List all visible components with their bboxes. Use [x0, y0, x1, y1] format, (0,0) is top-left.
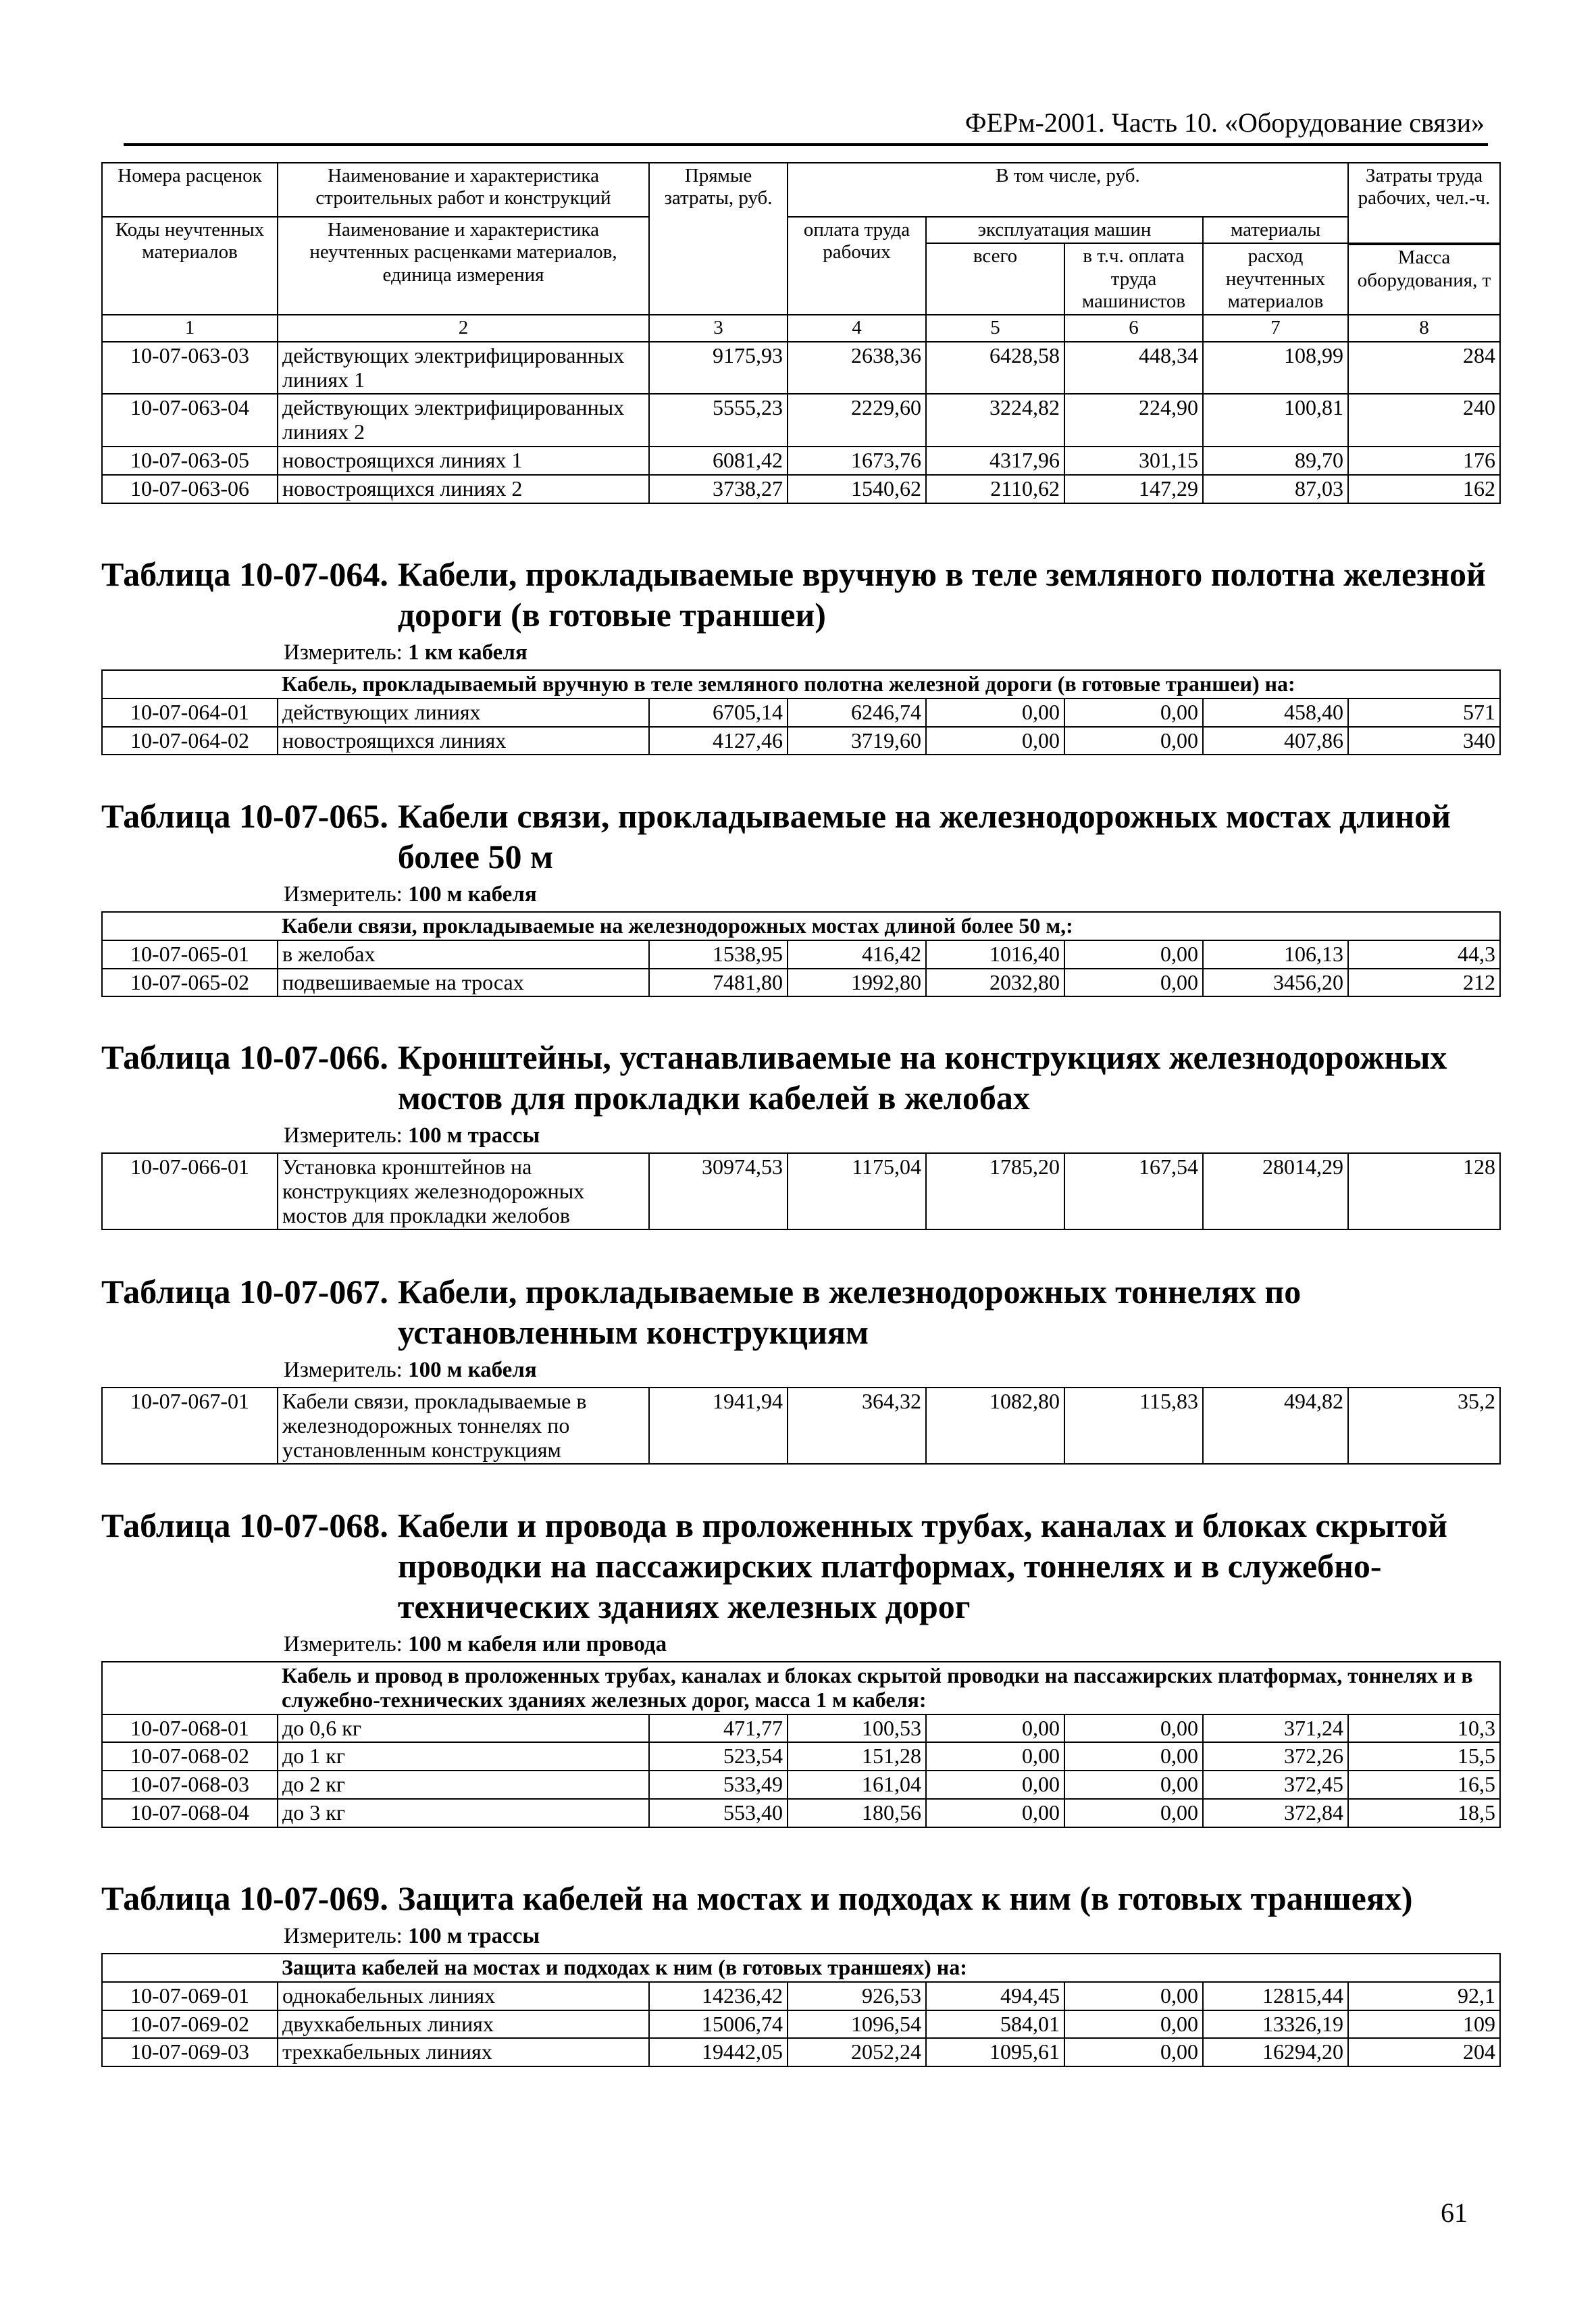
- col-num: 3: [649, 315, 788, 341]
- machines-total: 2032,80: [926, 969, 1064, 997]
- col-code-top: Номера расценок: [102, 163, 278, 217]
- direct-cost: 15006,74: [649, 2010, 788, 2039]
- labor-pay: 364,32: [788, 1388, 926, 1464]
- machines-total: 2110,62: [926, 475, 1064, 503]
- rates-table: [101, 1387, 1501, 1465]
- direct-cost: 533,49: [649, 1771, 788, 1799]
- machines-total: 1095,61: [926, 2038, 1064, 2066]
- rate-code: 10-07-063-05: [102, 447, 278, 475]
- direct-cost: 1941,94: [649, 1388, 788, 1464]
- table-row: [102, 2038, 1500, 2066]
- col-num: 6: [1064, 315, 1203, 341]
- machines-total: 1785,20: [926, 1153, 1064, 1229]
- table-caption: Кабели связи, прокладываемые на железнодорожных мостах длиной более 50 м: [397, 797, 1451, 875]
- direct-cost: 9175,93: [649, 342, 788, 395]
- labor-hours: 176: [1348, 447, 1500, 475]
- col-machines-total: всего: [926, 243, 1064, 315]
- measurer-value: 100 м кабеля: [408, 882, 537, 907]
- machines-total: 0,00: [926, 1799, 1064, 1827]
- table-caption: Кабели и провода в проложенных трубах, каналах и блоках скрытой проводки на пассажирских платформах, тоннелях и в служебно-технических зданиях железных дорог: [397, 1506, 1447, 1625]
- table-title: [101, 1037, 1499, 1118]
- rate-code: 10-07-066-01: [102, 1153, 278, 1229]
- machines-total: 584,01: [926, 2010, 1064, 2039]
- col-code-bottom: Коды неучтенных материалов: [102, 217, 278, 315]
- labor-pay: 926,53: [788, 1982, 926, 2010]
- machinist-pay: 0,00: [1064, 727, 1203, 755]
- col-num: 4: [788, 315, 926, 341]
- table-title: [101, 554, 1499, 635]
- page-number: 61: [1441, 2197, 1468, 2228]
- table-10-07-067: [101, 1271, 1499, 1465]
- labor-pay: 1096,54: [788, 2010, 926, 2039]
- table-caption: Кабели, прокладываемые в железнодорожных тоннелях по установленным конструкциям: [397, 1273, 1302, 1351]
- machinist-pay: 167,54: [1064, 1153, 1203, 1229]
- col-machinist-pay: в т.ч. оплата труда машинистов: [1064, 243, 1203, 315]
- group-note-row: [102, 670, 1500, 698]
- group-note: Кабели связи, прокладываемые на железнодорожных мостах длиной более 50 м,:: [278, 912, 1500, 940]
- materials-cost: 372,26: [1203, 1742, 1348, 1771]
- labor-hours: 109: [1348, 2010, 1500, 2039]
- measurer: [284, 1358, 1499, 1383]
- machines-total: 0,00: [926, 1714, 1064, 1743]
- col-labor-pay: оплата труда рабочих: [788, 217, 926, 315]
- direct-cost: 523,54: [649, 1742, 788, 1771]
- table-number: Таблица 10-07-065.: [101, 797, 388, 835]
- labor-pay: 1673,76: [788, 447, 926, 475]
- labor-hours: 10,3: [1348, 1714, 1500, 1743]
- labor-pay: 100,53: [788, 1714, 926, 1743]
- materials-cost: 407,86: [1203, 727, 1348, 755]
- direct-cost: 19442,05: [649, 2038, 788, 2066]
- materials-cost: 458,40: [1203, 698, 1348, 727]
- direct-cost: 553,40: [649, 1799, 788, 1827]
- table-10-07-064: [101, 554, 1499, 755]
- table-row: [102, 698, 1500, 727]
- group-note-row: [102, 1662, 1500, 1714]
- col-direct: Прямые затраты, руб.: [649, 163, 788, 315]
- direct-cost: 1538,95: [649, 940, 788, 969]
- labor-hours: 284: [1348, 342, 1500, 395]
- table-10-07-066: [101, 1037, 1499, 1230]
- machines-total: 3224,82: [926, 394, 1064, 447]
- table-10-07-068: [101, 1505, 1499, 1828]
- machinist-pay: 0,00: [1064, 969, 1203, 997]
- materials-cost: 13326,19: [1203, 2010, 1348, 2039]
- col-num: 7: [1203, 315, 1348, 341]
- machines-total: 1082,80: [926, 1388, 1064, 1464]
- labor-pay: 2052,24: [788, 2038, 926, 2066]
- table-10-07-063: [101, 162, 1499, 504]
- group-note: Защита кабелей на мостах и подходах к ним (в готовых траншеях) на:: [278, 1954, 1500, 1982]
- machines-total: 1016,40: [926, 940, 1064, 969]
- materials-cost: 3456,20: [1203, 969, 1348, 997]
- labor-hours: 16,5: [1348, 1771, 1500, 1799]
- direct-cost: 6081,42: [649, 447, 788, 475]
- header-rule: [124, 143, 1488, 146]
- table-row: [102, 1982, 1500, 2010]
- table-row: [102, 1742, 1500, 1771]
- rate-name: до 1 кг: [278, 1742, 649, 1771]
- labor-pay: 1992,80: [788, 969, 926, 997]
- rate-name: в желобах: [278, 940, 649, 969]
- direct-cost: 4127,46: [649, 727, 788, 755]
- rate-name: действующих линиях: [278, 698, 649, 727]
- labor-hours: 128: [1348, 1153, 1500, 1229]
- rate-name: новостроящихся линиях 1: [278, 447, 649, 475]
- machinist-pay: 448,34: [1064, 342, 1203, 395]
- table-row: [102, 940, 1500, 969]
- col-equip-mass: Масса оборудования, т: [1348, 245, 1500, 315]
- rates-table: [101, 1661, 1501, 1828]
- rate-code: 10-07-068-04: [102, 1799, 278, 1827]
- col-materials-use: расход неучтенных материалов: [1203, 243, 1348, 315]
- measurer: [284, 640, 1499, 665]
- machines-total: 6428,58: [926, 342, 1064, 395]
- direct-cost: 7481,80: [649, 969, 788, 997]
- table-title: [101, 1505, 1499, 1627]
- labor-pay: 2638,36: [788, 342, 926, 395]
- rate-code: 10-07-064-01: [102, 698, 278, 727]
- table-row: [102, 394, 1500, 447]
- machinist-pay: 0,00: [1064, 1714, 1203, 1743]
- rate-code: 10-07-065-02: [102, 969, 278, 997]
- rates-table: [101, 162, 1501, 504]
- labor-hours: 162: [1348, 475, 1500, 503]
- machines-total: 0,00: [926, 1742, 1064, 1771]
- materials-cost: 12815,44: [1203, 1982, 1348, 2010]
- labor-pay: 3719,60: [788, 727, 926, 755]
- rate-code: 10-07-065-01: [102, 940, 278, 969]
- table-caption: Кабели, прокладываемые вручную в теле земляного полотна железной дороги (в готовые траншеи): [397, 555, 1486, 634]
- measurer-label: Измеритель:: [284, 1123, 403, 1148]
- machinist-pay: 0,00: [1064, 940, 1203, 969]
- group-note-row: [102, 1954, 1500, 1982]
- machines-total: 494,45: [926, 1982, 1064, 2010]
- measurer-label: Измеритель:: [284, 640, 403, 665]
- group-note: Кабель и провод в проложенных трубах, каналах и блоках скрытой проводки на пассажирских платформах, тоннелях и в служебно-технических зданиях железных дорог, масса 1 м кабеля:: [278, 1662, 1500, 1714]
- machinist-pay: 224,90: [1064, 394, 1203, 447]
- labor-hours: 340: [1348, 727, 1500, 755]
- rate-name: Установка кронштейнов на конструкциях железнодорожных мостов для прокладки желобов: [278, 1153, 649, 1229]
- direct-cost: 30974,53: [649, 1153, 788, 1229]
- table-row: [102, 475, 1500, 503]
- labor-pay: 180,56: [788, 1799, 926, 1827]
- materials-cost: 372,84: [1203, 1799, 1348, 1827]
- labor-pay: 2229,60: [788, 394, 926, 447]
- machinist-pay: 147,29: [1064, 475, 1203, 503]
- rate-name: до 2 кг: [278, 1771, 649, 1799]
- group-note: Кабель, прокладываемый вручную в теле земляного полотна железной дороги (в готовые траншеи) на:: [278, 670, 1500, 698]
- rate-name: действующих электрифицированных линиях 1: [278, 342, 649, 395]
- labor-hours: 571: [1348, 698, 1500, 727]
- direct-cost: 471,77: [649, 1714, 788, 1743]
- table-row: [102, 1799, 1500, 1827]
- table-row: [102, 1771, 1500, 1799]
- table-row: [102, 1388, 1500, 1464]
- rate-code: 10-07-069-02: [102, 2010, 278, 2039]
- table-row: [102, 969, 1500, 997]
- rate-name: Кабели связи, прокладываемые в железнодорожных тоннелях по установленным конструкциям: [278, 1388, 649, 1464]
- direct-cost: 5555,23: [649, 394, 788, 447]
- labor-hours: 35,2: [1348, 1388, 1500, 1464]
- table-number: Таблица 10-07-068.: [101, 1506, 388, 1544]
- table-number: Таблица 10-07-066.: [101, 1038, 388, 1076]
- machines-total: 4317,96: [926, 447, 1064, 475]
- labor-hours: 212: [1348, 969, 1500, 997]
- machinist-pay: 0,00: [1064, 1982, 1203, 2010]
- table-row: [102, 447, 1500, 475]
- table-row: [102, 2010, 1500, 2039]
- rate-name: новостроящихся линиях: [278, 727, 649, 755]
- machines-total: 0,00: [926, 698, 1064, 727]
- rate-name: до 0,6 кг: [278, 1714, 649, 1743]
- rate-code: 10-07-069-03: [102, 2038, 278, 2066]
- labor-pay: 1540,62: [788, 475, 926, 503]
- labor-pay: 151,28: [788, 1742, 926, 1771]
- measurer-label: Измеритель:: [284, 882, 403, 907]
- machinist-pay: 0,00: [1064, 2038, 1203, 2066]
- running-header: ФЕРм-2001. Часть 10. «Оборудование связи»: [964, 107, 1485, 138]
- materials-cost: 371,24: [1203, 1714, 1348, 1743]
- rate-code: 10-07-068-02: [102, 1742, 278, 1771]
- rates-table: [101, 1953, 1501, 2067]
- rate-code: 10-07-064-02: [102, 727, 278, 755]
- machinist-pay: 0,00: [1064, 2010, 1203, 2039]
- table-row: [102, 1153, 1500, 1229]
- measurer-value: 100 м трассы: [408, 1123, 540, 1148]
- table-title: [101, 1878, 1499, 1918]
- col-name-top: Наименование и характеристика строительных работ и конструкций: [278, 163, 649, 217]
- rate-name: новостроящихся линиях 2: [278, 475, 649, 503]
- rate-code: 10-07-067-01: [102, 1388, 278, 1464]
- measurer-label: Измеритель:: [284, 1632, 403, 1656]
- direct-cost: 14236,42: [649, 1982, 788, 2010]
- col-name-bottom: Наименование и характеристика неучтенных расценками материалов, единица измерения: [278, 217, 649, 315]
- machinist-pay: 0,00: [1064, 1742, 1203, 1771]
- measurer-value: 100 м кабеля или провода: [408, 1632, 667, 1656]
- table-title: [101, 796, 1499, 877]
- machinist-pay: 0,00: [1064, 1771, 1203, 1799]
- measurer: [284, 882, 1499, 907]
- machinist-pay: 0,00: [1064, 698, 1203, 727]
- materials-cost: 108,99: [1203, 342, 1348, 395]
- rates-table: [101, 911, 1501, 997]
- rate-name: действующих электрифицированных линиях 2: [278, 394, 649, 447]
- table-row: [102, 1714, 1500, 1743]
- labor-hours: 92,1: [1348, 1982, 1500, 2010]
- rate-name: двухкабельных линиях: [278, 2010, 649, 2039]
- labor-hours: 204: [1348, 2038, 1500, 2066]
- col-num: 2: [278, 315, 649, 341]
- table-number: Таблица 10-07-069.: [101, 1879, 388, 1917]
- measurer-label: Измеритель:: [284, 1924, 403, 1948]
- rate-code: 10-07-068-01: [102, 1714, 278, 1743]
- labor-hours: 44,3: [1348, 940, 1500, 969]
- rates-table: [101, 1152, 1501, 1230]
- materials-cost: 16294,20: [1203, 2038, 1348, 2066]
- measurer-value: 100 м кабеля: [408, 1358, 537, 1382]
- machinist-pay: 0,00: [1064, 1799, 1203, 1827]
- rate-code: 10-07-068-03: [102, 1771, 278, 1799]
- table-number: Таблица 10-07-067.: [101, 1273, 388, 1311]
- machines-total: 0,00: [926, 1771, 1064, 1799]
- rate-code: 10-07-063-06: [102, 475, 278, 503]
- measurer-value: 1 км кабеля: [408, 640, 527, 665]
- group-note-row: [102, 912, 1500, 940]
- labor-pay: 161,04: [788, 1771, 926, 1799]
- measurer: [284, 1632, 1499, 1657]
- materials-cost: 87,03: [1203, 475, 1348, 503]
- materials-cost: 100,81: [1203, 394, 1348, 447]
- table-caption: Защита кабелей на мостах и подходах к ним (в готовых траншеях): [397, 1879, 1413, 1917]
- rate-name: до 3 кг: [278, 1799, 649, 1827]
- col-incl: В том числе, руб.: [788, 163, 1348, 217]
- col-materials: материалы: [1203, 217, 1348, 243]
- labor-pay: 6246,74: [788, 698, 926, 727]
- table-row: [102, 342, 1500, 395]
- machines-total: 0,00: [926, 727, 1064, 755]
- direct-cost: 3738,27: [649, 475, 788, 503]
- materials-cost: 28014,29: [1203, 1153, 1348, 1229]
- rate-name: трехкабельных линиях: [278, 2038, 649, 2066]
- table-10-07-069: [101, 1878, 1499, 2067]
- col-machines: эксплуатация машин: [926, 217, 1203, 243]
- labor-hours: 15,5: [1348, 1742, 1500, 1771]
- rates-table: [101, 669, 1501, 755]
- table-number: Таблица 10-07-064.: [101, 555, 388, 593]
- col-num: 5: [926, 315, 1064, 341]
- col-labor-costs: Затраты труда рабочих, чел.-ч.: [1348, 163, 1500, 243]
- labor-pay: 1175,04: [788, 1153, 926, 1229]
- machinist-pay: 115,83: [1064, 1388, 1203, 1464]
- machinist-pay: 301,15: [1064, 447, 1203, 475]
- table-title: [101, 1271, 1499, 1352]
- measurer: [284, 1924, 1499, 1949]
- table-row: [102, 727, 1500, 755]
- labor-hours: 240: [1348, 394, 1500, 447]
- rate-code: 10-07-063-03: [102, 342, 278, 395]
- rate-name: однокабельных линиях: [278, 1982, 649, 2010]
- rate-name: подвешиваемые на тросах: [278, 969, 649, 997]
- labor-hours: 18,5: [1348, 1799, 1500, 1827]
- table-10-07-065: [101, 796, 1499, 997]
- labor-pay: 416,42: [788, 940, 926, 969]
- materials-cost: 106,13: [1203, 940, 1348, 969]
- measurer-label: Измеритель:: [284, 1358, 403, 1382]
- col-num: 1: [102, 315, 278, 341]
- measurer: [284, 1123, 1499, 1148]
- table-caption: Кронштейны, устанавливаемые на конструкциях железнодорожных мостов для прокладки кабелей в желобах: [397, 1038, 1447, 1117]
- direct-cost: 6705,14: [649, 698, 788, 727]
- rate-code: 10-07-063-04: [102, 394, 278, 447]
- rate-code: 10-07-069-01: [102, 1982, 278, 2010]
- col-num: 8: [1348, 315, 1500, 341]
- measurer-value: 100 м трассы: [408, 1924, 540, 1948]
- materials-cost: 494,82: [1203, 1388, 1348, 1464]
- materials-cost: 89,70: [1203, 447, 1348, 475]
- materials-cost: 372,45: [1203, 1771, 1348, 1799]
